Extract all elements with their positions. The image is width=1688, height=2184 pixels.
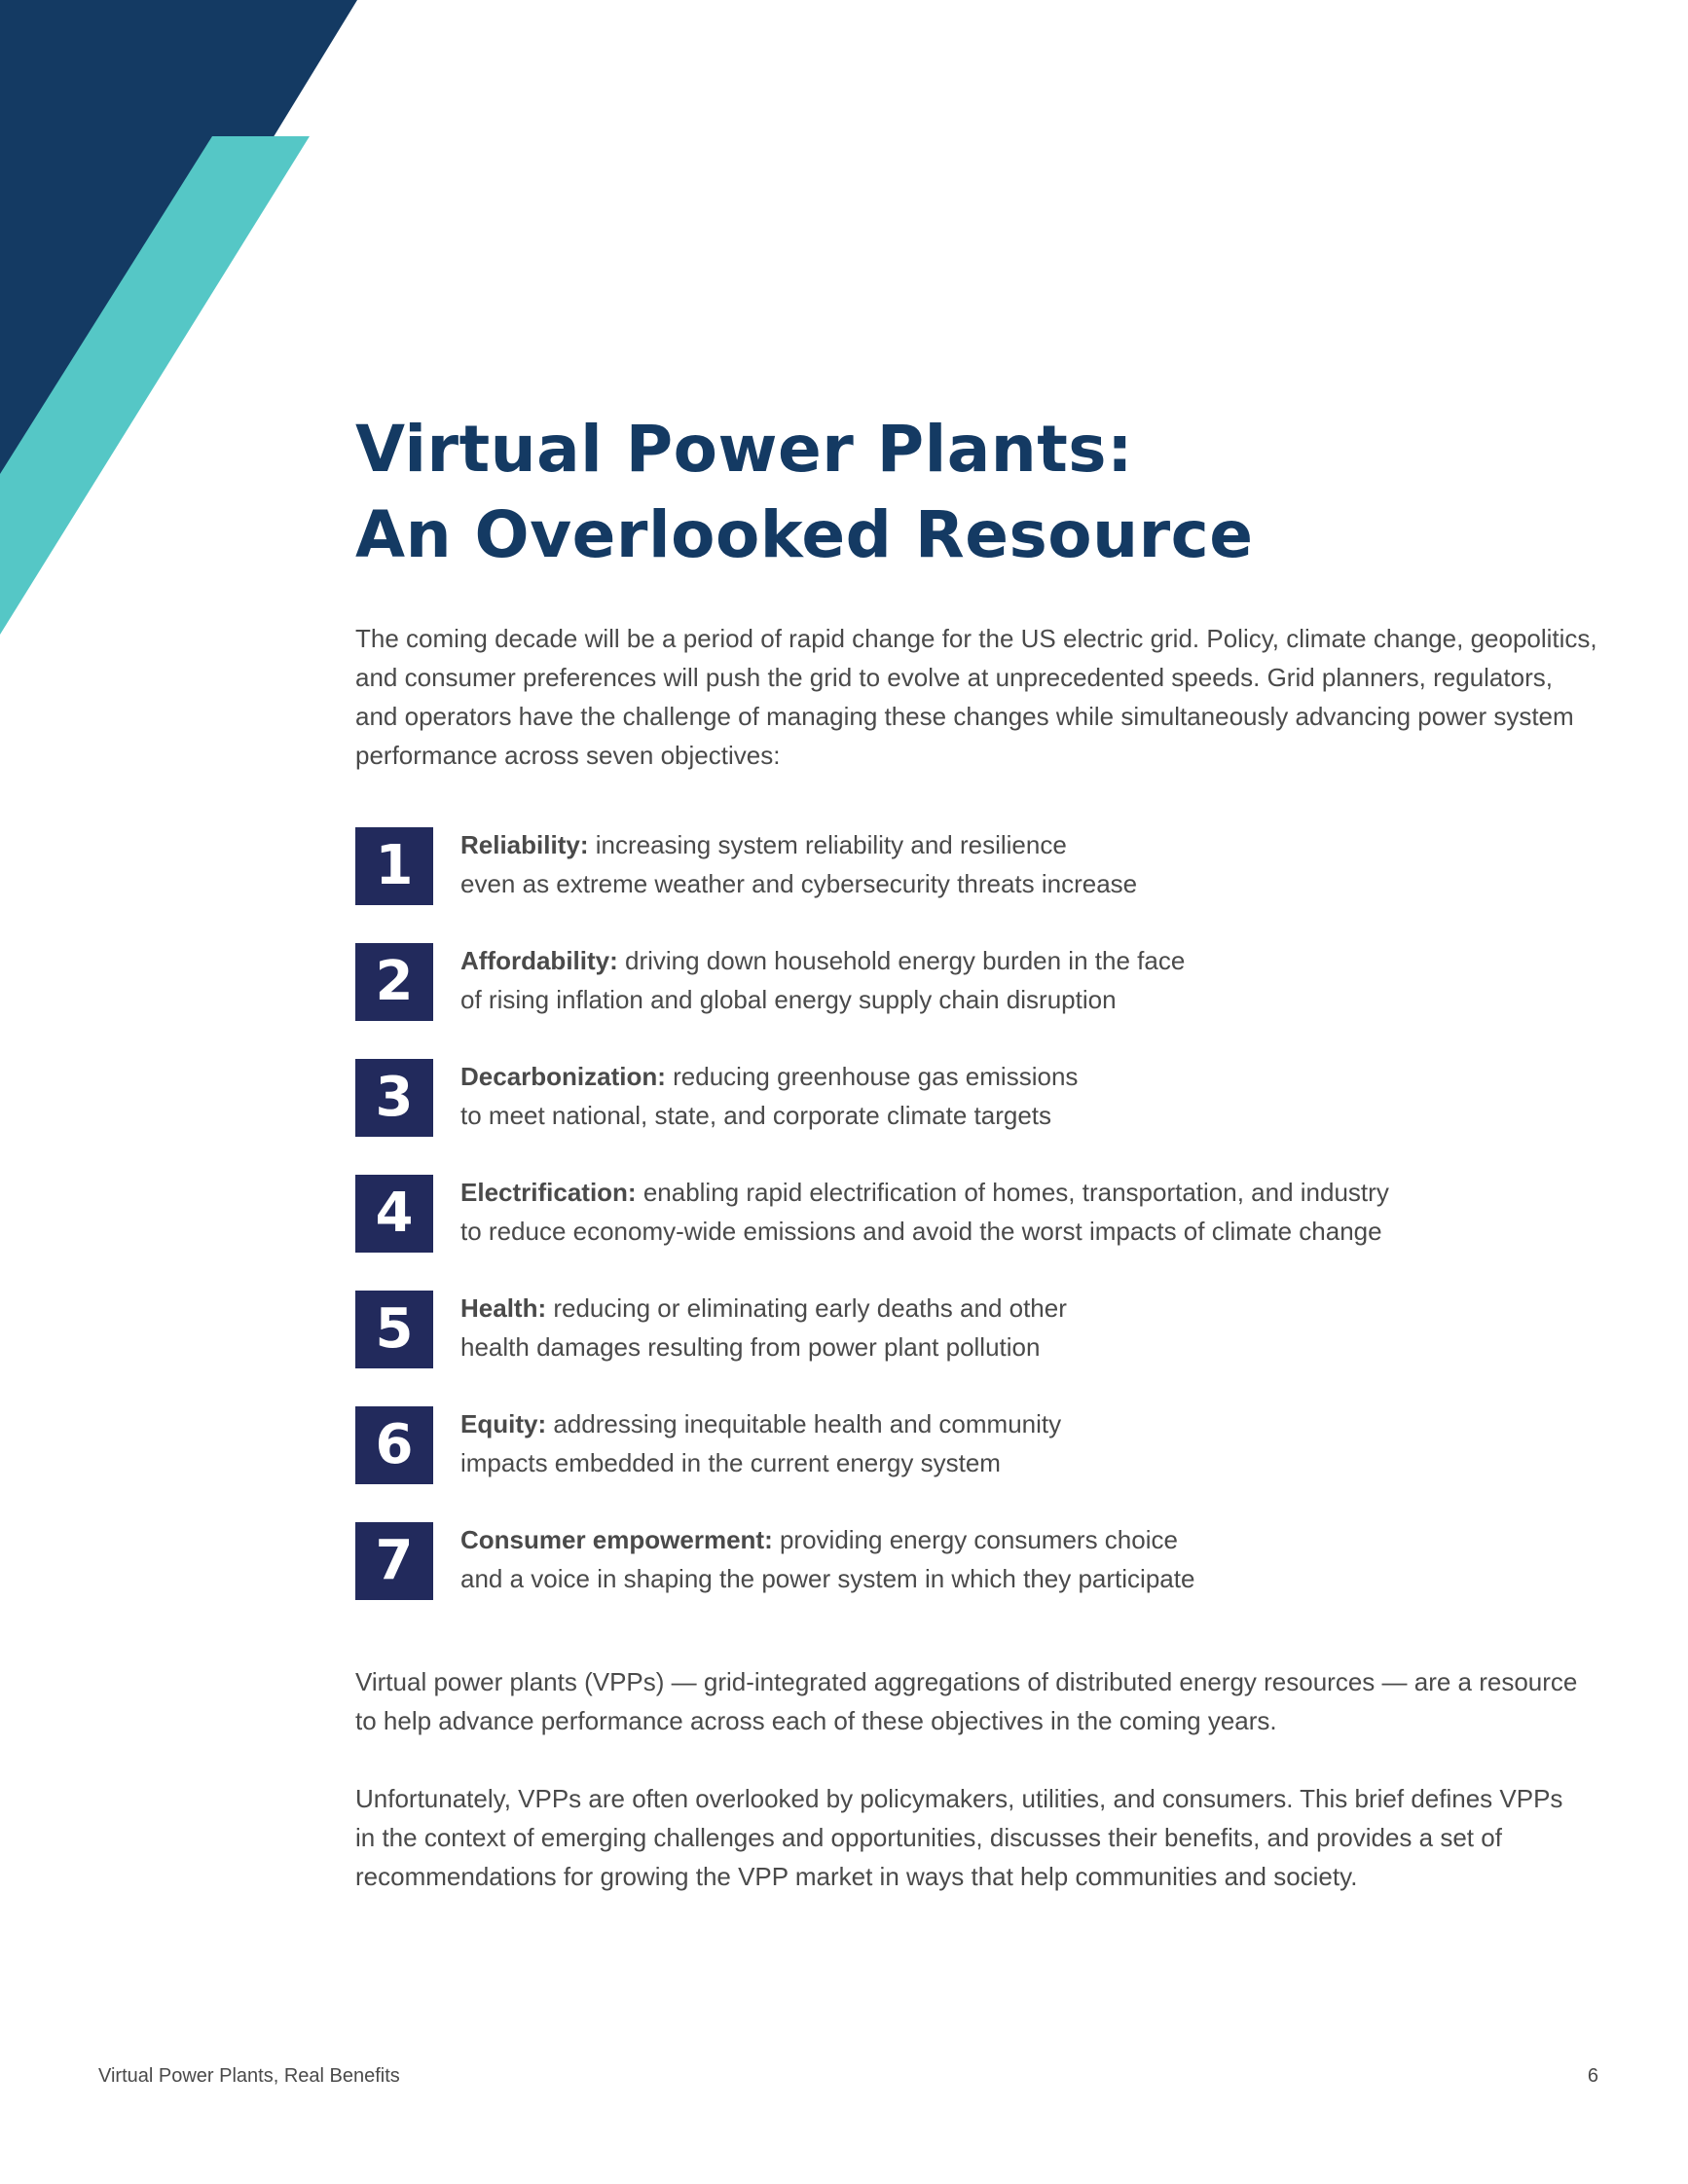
objective-text [460, 1173, 1609, 1251]
objective-description: providing energy consumers choice [772, 1525, 1178, 1554]
objective-description: enabling rapid electrification of homes, transportation, and industry [636, 1178, 1389, 1207]
page-title [355, 407, 1254, 578]
objective-text [460, 1520, 1609, 1598]
paragraph-line: Virtual power plants (VPPs) — grid-integrated aggregations of distributed energy resources — are a resource [355, 1667, 1578, 1696]
vpp-overlooked-paragraph [355, 1779, 1621, 1896]
objective-line-1 [460, 941, 1609, 980]
paragraph-line: recommendations for growing the VPP market in ways that help communities and society. [355, 1862, 1358, 1891]
objective-item-equity [355, 1406, 1621, 1522]
objective-line-2: health damages resulting from power plant pollution [460, 1332, 1041, 1362]
objective-line-1 [460, 825, 1609, 864]
paragraph-line: Unfortunately, VPPs are often overlooked by policymakers, utilities, and consumers. This brief defines VPPs [355, 1784, 1563, 1813]
objective-number-badge: 2 [355, 943, 433, 1021]
objective-line-2: to meet national, state, and corporate climate targets [460, 1101, 1052, 1130]
objective-line-2: of rising inflation and global energy supply chain disruption [460, 985, 1117, 1014]
intro-paragraph [355, 619, 1601, 775]
intro-line: geopolitics, and consumer preferences will push the grid to evolve at unprecedented speeds. Grid planners, [355, 624, 1597, 692]
objective-label: Consumer empowerment: [460, 1525, 773, 1554]
objective-text [460, 1404, 1609, 1482]
intro-line: The coming decade will be a period of rapid change for the US electric grid. Policy, climate change, [355, 624, 1464, 653]
objective-description: addressing inequitable health and community [546, 1409, 1062, 1438]
objective-description: reducing or eliminating early deaths and other [546, 1293, 1067, 1323]
objective-label: Health: [460, 1293, 547, 1323]
objective-number-badge: 3 [355, 1059, 433, 1137]
objective-line-1 [460, 1057, 1609, 1096]
objectives-list [355, 827, 1621, 1638]
objective-line-2: even as extreme weather and cybersecurity threats increase [460, 869, 1138, 898]
objective-item-electrification [355, 1175, 1621, 1291]
objective-label: Equity: [460, 1409, 547, 1438]
objective-number-badge: 7 [355, 1522, 433, 1600]
paragraph-line: to help advance performance across each of these objectives in the coming years. [355, 1706, 1277, 1735]
objective-description: driving down household energy burden in the face [617, 946, 1186, 975]
objective-line-1 [460, 1404, 1609, 1443]
page-title-line-1: Virtual Power Plants: [355, 412, 1133, 487]
objective-item-reliability [355, 827, 1621, 943]
objective-line-2: to reduce economy-wide emissions and avoid the worst impacts of climate change [460, 1217, 1382, 1246]
objective-line-1 [460, 1289, 1609, 1328]
objective-number-badge: 4 [355, 1175, 433, 1253]
objective-item-decarbonization [355, 1059, 1621, 1175]
objective-item-consumer-empowerment [355, 1522, 1621, 1638]
corner-decoration [0, 0, 370, 642]
objective-item-affordability [355, 943, 1621, 1059]
objective-label: Decarbonization: [460, 1062, 666, 1091]
objective-number-badge: 6 [355, 1406, 433, 1484]
objective-label: Affordability: [460, 946, 618, 975]
objective-text [460, 941, 1609, 1019]
objective-line-1 [460, 1173, 1609, 1212]
intro-line: power system performance across seven objectives: [355, 702, 1574, 770]
objective-description: reducing greenhouse gas emissions [665, 1062, 1079, 1091]
objective-label: Reliability: [460, 830, 589, 859]
paragraph-line: in the context of emerging challenges and opportunities, discusses their benefits, and provides a set of [355, 1823, 1502, 1852]
objective-text [460, 1289, 1609, 1366]
intro-line: regulators, and operators have the challenge of managing these changes while simultaneously advancing [355, 663, 1553, 731]
objective-number-badge: 1 [355, 827, 433, 905]
objective-line-2: impacts embedded in the current energy system [460, 1448, 1001, 1477]
vpp-definition-paragraph [355, 1662, 1621, 1740]
objective-text [460, 1057, 1609, 1135]
objective-line-2: and a voice in shaping the power system in which they participate [460, 1564, 1195, 1593]
objective-label: Electrification: [460, 1178, 637, 1207]
objective-description: increasing system reliability and resilience [588, 830, 1067, 859]
objective-item-health [355, 1291, 1621, 1406]
objective-line-1 [460, 1520, 1609, 1559]
page-title-line-2: An Overlooked Resource [355, 497, 1254, 572]
objective-text [460, 825, 1609, 903]
footer-page-number: 6 [1587, 2065, 1598, 2087]
footer-publication-title: Virtual Power Plants, Real Benefits [98, 2065, 400, 2087]
objective-number-badge: 5 [355, 1291, 433, 1368]
